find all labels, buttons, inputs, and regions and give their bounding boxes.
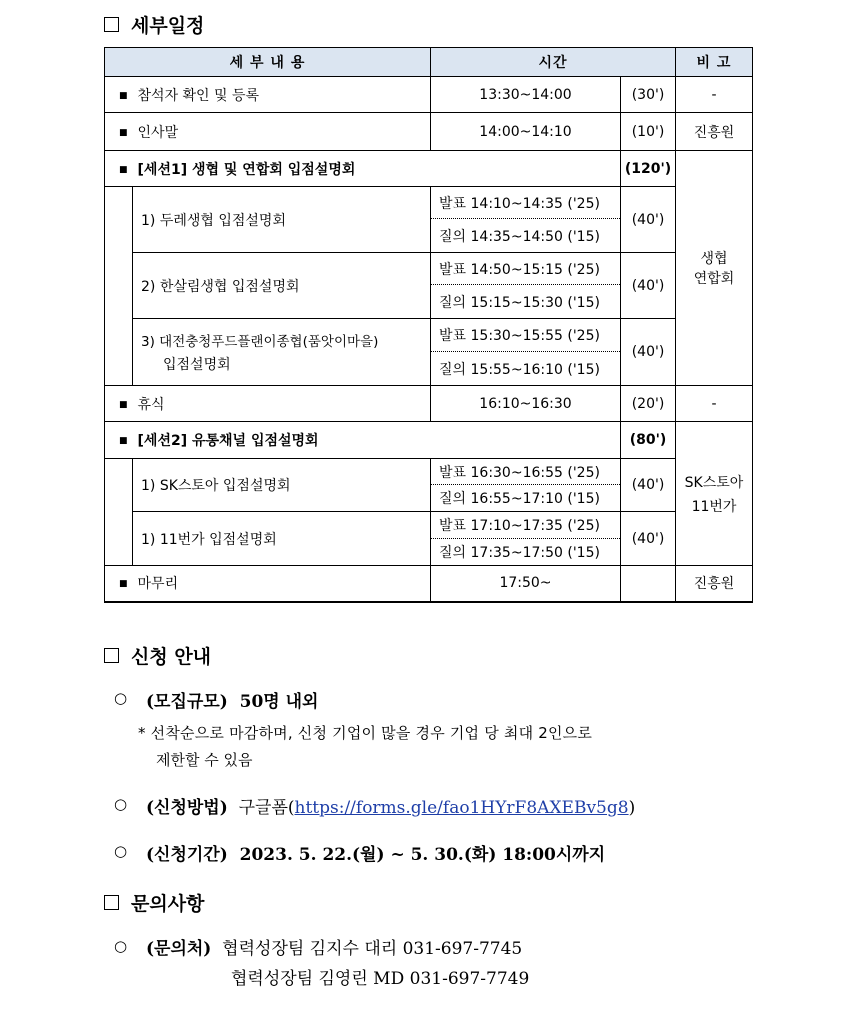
contact-key: (문의처) <box>146 939 212 959</box>
section-title: 세부일정 <box>131 15 205 37</box>
session-label: ■ [세션2] 유통채널 입점설명회 <box>105 422 621 459</box>
section-heading-inquiry <box>104 889 204 916</box>
sub-label: 1) SK스토아 입점설명회 <box>133 459 431 512</box>
row-note: - <box>676 386 753 422</box>
session-label: ■ [세션1] 생협 및 연합회 입점설명회 <box>105 151 621 187</box>
circle-bullet-icon: ○ <box>114 842 128 860</box>
note-line: 연합회 <box>693 271 735 287</box>
sub-label-line: 입점설명회 <box>163 357 231 373</box>
session-duration: (80') <box>621 422 676 459</box>
header-note: 비 고 <box>676 48 753 77</box>
sub-label: 1) 두레생협 입점설명회 <box>133 187 431 253</box>
item-value: 50명 내외 <box>239 692 319 712</box>
note-line: SK스토아 <box>684 474 744 491</box>
sub-label <box>133 319 431 386</box>
contact-line-2: 협력성장팀 김영린 MD 031-697-7749 <box>231 969 530 989</box>
sub-duration: (40') <box>621 459 676 512</box>
circle-bullet-icon: ○ <box>114 937 128 955</box>
row-note: 진흥원 <box>676 113 753 151</box>
circle-bullet-icon: ○ <box>114 795 128 813</box>
row-time: 14:00~14:10 <box>431 113 621 151</box>
sub-time: 질의 16:55~17:10 ('15) <box>431 485 621 512</box>
section-title: 문의사항 <box>131 893 205 915</box>
checkbox-square-icon <box>104 17 119 32</box>
row-label: ■ 휴식 <box>105 386 431 422</box>
indent-cell <box>105 187 133 386</box>
circle-bullet-icon: ○ <box>114 689 128 707</box>
row-duration <box>621 566 676 602</box>
header-content: 세 부 내 용 <box>105 48 431 77</box>
note-text <box>138 722 758 770</box>
section-heading-application <box>104 642 211 669</box>
header-time: 시간 <box>431 48 676 77</box>
session-note <box>676 151 753 386</box>
item-key: (신청기간) <box>146 845 228 865</box>
sub-time: 질의 17:35~17:50 ('15) <box>431 539 621 566</box>
row-duration: (30') <box>621 77 676 113</box>
section-heading-schedule <box>104 11 204 38</box>
row-time: 13:30~14:00 <box>431 77 621 113</box>
indent-cell <box>105 459 133 566</box>
google-form-link[interactable]: https://forms.gle/fao1HYrF8AXEBv5g8 <box>294 798 629 818</box>
note-line: 제한할 수 있음 <box>156 751 253 769</box>
row-time: 17:50~ <box>431 566 621 602</box>
note-line: 11번가 <box>691 498 737 515</box>
row-note: - <box>676 77 753 113</box>
row-label: ■ 참석자 확인 및 등록 <box>105 77 431 113</box>
item-key: (모집규모) <box>146 692 228 712</box>
sub-duration: (40') <box>621 512 676 566</box>
sub-time: 발표 16:30~16:55 ('25) <box>431 459 621 485</box>
section-title: 신청 안내 <box>131 646 212 668</box>
note-line: * 선착순으로 마감하며, 신청 기업이 많을 경우 기업 당 최대 2인으로 <box>138 724 593 742</box>
sub-duration: (40') <box>621 187 676 253</box>
item-apply-period <box>146 840 605 865</box>
sub-time: 질의 14:35~14:50 ('15) <box>431 219 621 253</box>
row-duration: (20') <box>621 386 676 422</box>
sub-time: 질의 15:15~15:30 ('15) <box>431 285 621 319</box>
sub-duration: (40') <box>621 319 676 386</box>
note-line: 생협 <box>700 251 728 267</box>
item-key: (신청방법) <box>146 798 228 818</box>
table-row <box>105 113 753 151</box>
table-row <box>105 77 753 113</box>
sub-label: 1) 11번가 입점설명회 <box>133 512 431 566</box>
session-duration: (120') <box>621 151 676 187</box>
sub-time: 발표 17:10~17:35 ('25) <box>431 512 621 539</box>
sub-label-line: 3) 대전충청푸드플랜이종협(품앗이마을) <box>141 334 379 350</box>
item-recruit-size <box>146 687 318 712</box>
table-row <box>105 386 753 422</box>
table-row <box>105 566 753 602</box>
item-apply-method <box>146 793 635 818</box>
contact-value: 협력성장팀 김지수 대리 031-697-7745 <box>222 939 523 959</box>
item-value-end: ) <box>628 798 636 818</box>
checkbox-square-icon <box>104 648 119 663</box>
sub-time: 질의 15:55~16:10 ('15) <box>431 352 621 386</box>
checkbox-square-icon <box>104 895 119 910</box>
row-label: ■ 마무리 <box>105 566 431 602</box>
session-row <box>105 422 753 459</box>
item-value: 구글폼( <box>238 798 295 818</box>
session-row <box>105 151 753 187</box>
sub-time: 발표 15:30~15:55 ('25) <box>431 319 621 352</box>
row-duration: (10') <box>621 113 676 151</box>
contact-line-1 <box>146 934 522 959</box>
row-note: 진흥원 <box>676 566 753 602</box>
sub-time: 발표 14:10~14:35 ('25) <box>431 187 621 219</box>
row-label: ■ 인사말 <box>105 113 431 151</box>
sub-time: 발표 14:50~15:15 ('25) <box>431 253 621 285</box>
schedule-table <box>104 47 753 603</box>
sub-duration: (40') <box>621 253 676 319</box>
item-value: 2023. 5. 22.(월) ~ 5. 30.(화) 18:00시까지 <box>239 845 606 865</box>
sub-label: 2) 한살림생협 입점설명회 <box>133 253 431 319</box>
row-time: 16:10~16:30 <box>431 386 621 422</box>
session-note <box>676 422 753 566</box>
